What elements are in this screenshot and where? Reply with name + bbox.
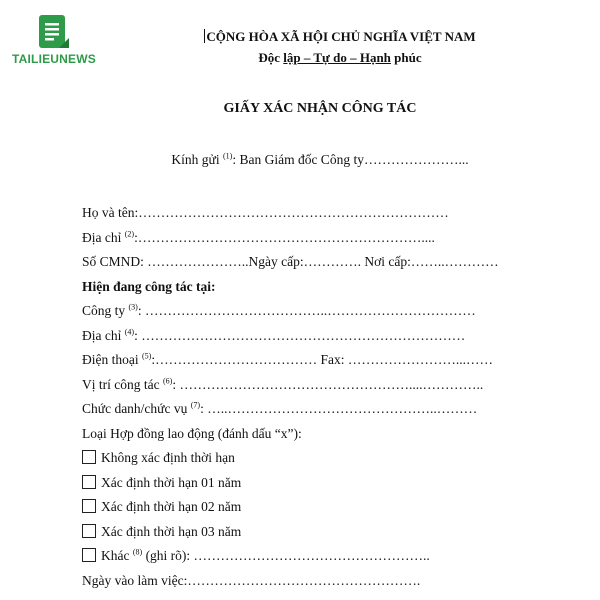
national-header: [40, 29, 600, 45]
greeting-footnote: (1): [223, 151, 233, 161]
job-title-footnote: (7): [190, 400, 201, 410]
option-label: Khác: [101, 548, 133, 563]
other-footnote: (8): [132, 547, 143, 557]
start-date-field[interactable]: Ngày vào làm việc:…………………………………………….: [82, 572, 421, 588]
contract-option-3-years[interactable]: [82, 520, 552, 545]
greeting-prefix: Kính gửi: [171, 152, 223, 167]
nation-text: CỘNG HÒA XÃ HỘI CHỦ NGHĨA VIỆT NAM: [206, 29, 476, 44]
contract-option-2-years[interactable]: [82, 495, 552, 520]
phone-footnote: (5): [142, 351, 152, 361]
option-label: Không xác định thời hạn: [101, 450, 235, 465]
work-address-field[interactable]: [82, 324, 552, 349]
work-address-footnote: (4): [124, 327, 135, 336]
working-heading: Hiện đang công tác tại:: [82, 278, 216, 294]
option-label: Xác định thời hạn 01 năm: [101, 474, 242, 490]
company-field[interactable]: [82, 299, 552, 324]
work-address-label: Địa chỉ: [82, 327, 125, 343]
address-field[interactable]: [82, 226, 552, 251]
logo-text: TAILIEUNEWS: [12, 52, 96, 66]
company-label: Công ty: [82, 303, 129, 318]
id-field[interactable]: Số CMND: …………………..Ngày cấp:…………. Nơi cấp:……..…………: [82, 254, 499, 269]
phone-label: Điện thoại: [82, 352, 142, 367]
job-title-field[interactable]: [82, 397, 552, 422]
other-blank: (ghi rõ): ……………………………………………..: [142, 548, 430, 563]
checkbox[interactable]: [82, 524, 96, 538]
option-label: Xác định thời hạn 03 năm: [101, 523, 242, 539]
address-blank: :………………………………………………………....: [134, 229, 435, 245]
greeting-suffix: : Ban Giám đốc Công ty…………………...: [232, 152, 469, 167]
position-label: Vị trí công tác: [82, 376, 163, 392]
motto-part-3: phúc: [390, 50, 422, 65]
address-footnote: (2): [124, 229, 135, 238]
form-body: [82, 201, 552, 593]
option-label: Xác định thời hạn 02 năm: [101, 499, 242, 514]
name-field[interactable]: Họ và tên:……………………………………………………………: [82, 205, 449, 220]
work-address-blank: : ………………………………………………………………: [134, 327, 466, 343]
position-field[interactable]: [82, 373, 552, 398]
contract-option-1-year[interactable]: [82, 471, 552, 496]
contract-option-other[interactable]: [82, 544, 552, 569]
greeting-line: [20, 152, 600, 168]
job-title-label: Chức danh/chức vụ: [82, 401, 191, 416]
motto-part-2: lập – Tự do – Hạnh: [283, 50, 391, 65]
checkbox[interactable]: [82, 548, 96, 562]
checkbox[interactable]: [82, 450, 96, 464]
job-title-blank: : …..………………………………………..………: [200, 401, 478, 416]
position-blank: : ……………………………………………....…………..: [172, 376, 484, 392]
phone-fax-field[interactable]: [82, 348, 552, 373]
checkbox[interactable]: [82, 499, 96, 513]
motto: [40, 50, 600, 66]
document-title: GIẤY XÁC NHẬN CÔNG TÁC: [223, 101, 417, 116]
position-footnote: (6): [162, 376, 173, 385]
phone-blank: :……………………………… Fax: ……………………...……: [151, 352, 493, 367]
company-blank: : …………………………………..……………………………: [137, 303, 476, 318]
contract-type-label: Loại Hợp đồng lao động (đánh dấu “x”):: [82, 425, 302, 441]
address-label: Địa chỉ: [82, 229, 125, 245]
company-footnote: (3): [128, 302, 138, 312]
motto-part-1: Độc: [258, 50, 284, 65]
contract-option-indefinite[interactable]: [82, 446, 552, 471]
checkbox[interactable]: [82, 475, 96, 489]
